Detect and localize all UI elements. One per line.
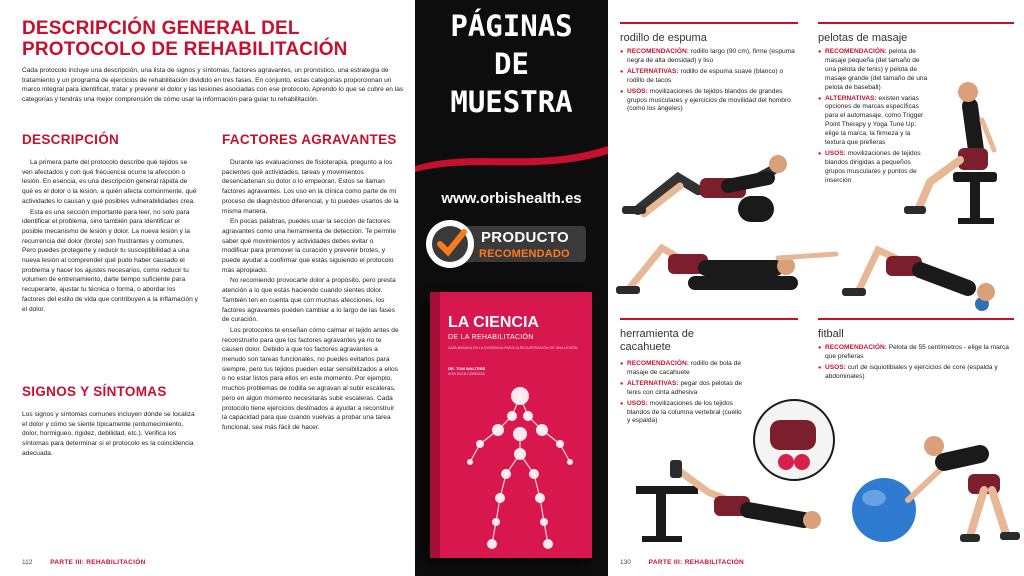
item-key: ALTERNATIVAS: — [627, 379, 679, 387]
descripcion-paragraph-1: La primera parte del protocolo describe qué tejidos se ven afectados y con qué frecuencia ocurre la afección o lesión. En esencia, es una descripción general rápida de qué es el dolor o la lesión, a quién afecta comúnmente, qué actividades lo causan y qué posibles vulnerabilidades crea. — [22, 159, 197, 205]
item-text: rodillo de bola de masaje de cacahuete — [627, 360, 741, 376]
part-name: REHABILITACIÓN — [684, 559, 745, 566]
cacahuete-heading-line-1: herramienta de — [620, 328, 694, 340]
signos-body — [22, 410, 198, 459]
item-text: movilizaciones de los tejidos blandos de la columna vertebral (cuello y espalda) — [627, 399, 742, 425]
item-key: USOS: — [627, 87, 648, 95]
item-key: RECOMENDACIÓN: — [627, 360, 689, 367]
item-text: movilizaciones de tejidos blandos dirigidas a pequeños grupos musculares y puntos de inserción — [825, 149, 921, 184]
foam-roller-photo-2 — [616, 248, 836, 294]
promo-line-3: MUESTRA — [450, 85, 573, 119]
page-number: 130 — [620, 559, 631, 566]
part-prefix: PARTE III: — [50, 559, 85, 566]
badge-product-text: PRODUCTO — [481, 229, 569, 246]
book-coauthor: CON GLEN CORDOZA — [448, 372, 485, 376]
left-footer — [22, 559, 146, 566]
item-text: Pelota de 55 centímetros - elige la marca que prefieras — [825, 344, 1009, 360]
item-text: rodillo de espuma suave (blanco) o rodillo de tacos — [627, 67, 784, 84]
item-key: ALTERNATIVAS: — [627, 67, 679, 75]
factores-paragraph-2: En pocas palabras, puedes usar la sección de factores agravantes como una herramienta de detección. Te permite saber qué movimientos y actividades debes evitar o modificar para promover la curación y prevenir brotes, y puede ayudar a confirmar que estás siguiendo el protocolo más apropiado. — [222, 218, 396, 274]
item-text: pegar dos pelotas de tenis con cinta adhesiva — [627, 379, 743, 396]
book-title: LA CIENCIA — [448, 314, 539, 331]
factores-paragraph-3: No recomiendo provocarte dolor a propósito, pero presta atención a lo que estás haciendo cuando sientes dolor. También ten en cuenta que con muchas afecciones, los factores agravantes pueden cambiar a lo largo de las fases de curación. — [222, 277, 396, 324]
factores-body — [222, 158, 400, 434]
title-line-1: DESCRIPCIÓN GENERAL DEL — [22, 18, 300, 39]
massage-ball-photo-2 — [842, 250, 995, 311]
item-text: curl de isquiotibiales y ejercicios de core (espalda y abdominales) — [825, 363, 998, 380]
descripcion-body — [22, 158, 198, 315]
item-key: USOS: — [825, 363, 846, 371]
item-key: RECOMENDACIÓN: — [825, 344, 887, 351]
promo-line-1: PÁGINAS — [450, 9, 573, 43]
item-key: USOS: — [825, 149, 846, 157]
item-text: existen varias opciones de marcas específicas para el automasaje, como Trigger Point Therapy y Yoga Tune Up; elige la marca, la firmeza y la textura que prefieras — [825, 94, 924, 147]
factores-paragraph-4: Los protocolos te enseñan cómo calmar el tejido antes de reconstruirlo para que los factores agravantes ya no te causen dolor. Debido a que los factores agravantes a menudo son tareas funcionales, no puedes evitarlos para siempre, pero tus tejidos pueden estar sensibilizados a ellos o no estar listos para ellos en este momento. Por ejemplo, muchos problemas de rodilla se agravan al subir escaleras, pero en algún momento necesitarás subir escaleras. Cada protocolo tiene ejercicios destinados a ayudar a reconstruir la capacidad para que cuando vuelvas a probar una tarea funcional, sea más fácil de hacer. — [222, 326, 399, 431]
fitball-photo — [852, 436, 1020, 542]
descripcion-heading: DESCRIPCIÓN — [22, 132, 120, 147]
factores-paragraph-1: Durante las evaluaciones de fisioterapia, pregunto a los pacientes qué actividades, tareas y movimientos desencadenan su dolor o lo empeoran. Estos se llaman factores agravantes. Los uso en la clínica como parte de mi proceso de diagnóstico diferencial, y tú puedes usarlos de la misma manera. — [222, 159, 399, 215]
title-line-2: PROTOCOLO DE REHABILITACIÓN — [22, 39, 348, 60]
item-text: pelota de masaje pequeña (del tamaño de una pelota de tenis) y pelota de masaje grande (del tamaño de una pelota de baseball) — [825, 48, 928, 91]
right-page — [608, 0, 1024, 576]
item-key: USOS: — [627, 399, 648, 407]
pelotas-heading: pelotas de masaje — [818, 32, 908, 44]
signos-heading: SIGNOS Y SÍNTOMAS — [22, 384, 167, 399]
part-label — [649, 559, 744, 566]
item-text: rodillo largo (90 cm), firme (espuma negra de alta densidad) y liso — [627, 48, 795, 64]
red-swoosh-decoration — [415, 140, 608, 180]
massage-ball-photo-1 — [904, 82, 997, 224]
page-number: 112 — [22, 559, 33, 566]
rodillo-heading: rodillo de espuma — [620, 32, 707, 44]
badge-recommended-text: RECOMENDADO — [479, 248, 570, 260]
part-label — [50, 559, 145, 566]
book-title-sub: DE LA REHABILITACIÓN — [448, 334, 534, 341]
peanut-tool-photo — [636, 400, 834, 542]
item-key: ALTERNATIVAS: — [825, 94, 877, 102]
book-spine — [430, 292, 440, 558]
part-name: REHABILITACIÓN — [86, 559, 146, 566]
left-page — [0, 0, 415, 576]
foam-roller-photo-1 — [622, 155, 787, 222]
website-url[interactable]: www.orbishealth.es — [441, 190, 582, 207]
fitball-heading: fitball — [818, 328, 844, 340]
item-text: movilizaciones de tejidos blandos de grandes grupos musculares y ejercicios de movilidad del hombro (como los ángeles) — [627, 87, 791, 113]
book-cover[interactable] — [430, 292, 592, 558]
promo-line-2: DE — [494, 47, 529, 81]
intro-paragraph: Cada protocolo incluye una descripción, una lista de signos y síntomas, factores agravantes, un pronóstico, una estrategia de tratamiento y un programa de ejercicios de rehabilitación dividido en tres fases. En conjunto, estas categorías proporcionan un marco integral para identificar, tratar y prevenir el dolor y las lesiones asociadas con ese protocolo. Aprendo lo que se cubre en las categorías y tendrás una mejor comprensión de cómo usar la información para guiar tu rehabilitación. — [22, 67, 404, 103]
descripcion-paragraph-2: Esta es una sección importante para leer, no solo para identificar el problema, sino también para identificar el posible mecanismo de lesión y dolor. La nueva lesión y la recurrencia del dolor (brote) son frustrantes y comunes. Pero puedes protegerte y reducir tu susceptibilidad a una nueva lesión al comprender qué pudo haber causado el problema y hacer los ajustes necesarios, como reducir tu volumen de entrenamiento, darte tiempo suficiente para recuperarte, ajustar tu técnica o forma, o abordar los factores del estilo de vida que contribuyen a la inflamación y el dolor. — [22, 208, 198, 313]
exercise-photos — [608, 0, 1024, 576]
molecular-figure-illustration — [450, 382, 590, 552]
factores-heading: FACTORES AGRAVANTES — [222, 132, 397, 147]
signos-paragraph-1: Los signos y síntomas comunes incluyen dónde se localiza el dolor y cómo se siente típicamente (entumecimiento, dolor, hormigueo, rigidez, debilidad, etc.). Verifica los síntomas para determinar si el protocolo es la coincidencia adecuada. — [22, 411, 195, 457]
cacahuete-heading-line-2: cacahuete — [620, 341, 671, 353]
book-subtitle: GUÍA BASADA EN LA EVIDENCIA PARA LA RECUPERACIÓN DE UNA LESIÓN — [448, 346, 578, 350]
right-footer — [620, 559, 744, 566]
book-author: DR. TOM WALTERS — [448, 366, 486, 371]
part-prefix: PARTE III: — [648, 559, 683, 566]
item-key: RECOMENDACIÓN: — [825, 48, 887, 55]
item-key: RECOMENDACIÓN: — [627, 48, 689, 55]
page-title — [22, 18, 402, 60]
